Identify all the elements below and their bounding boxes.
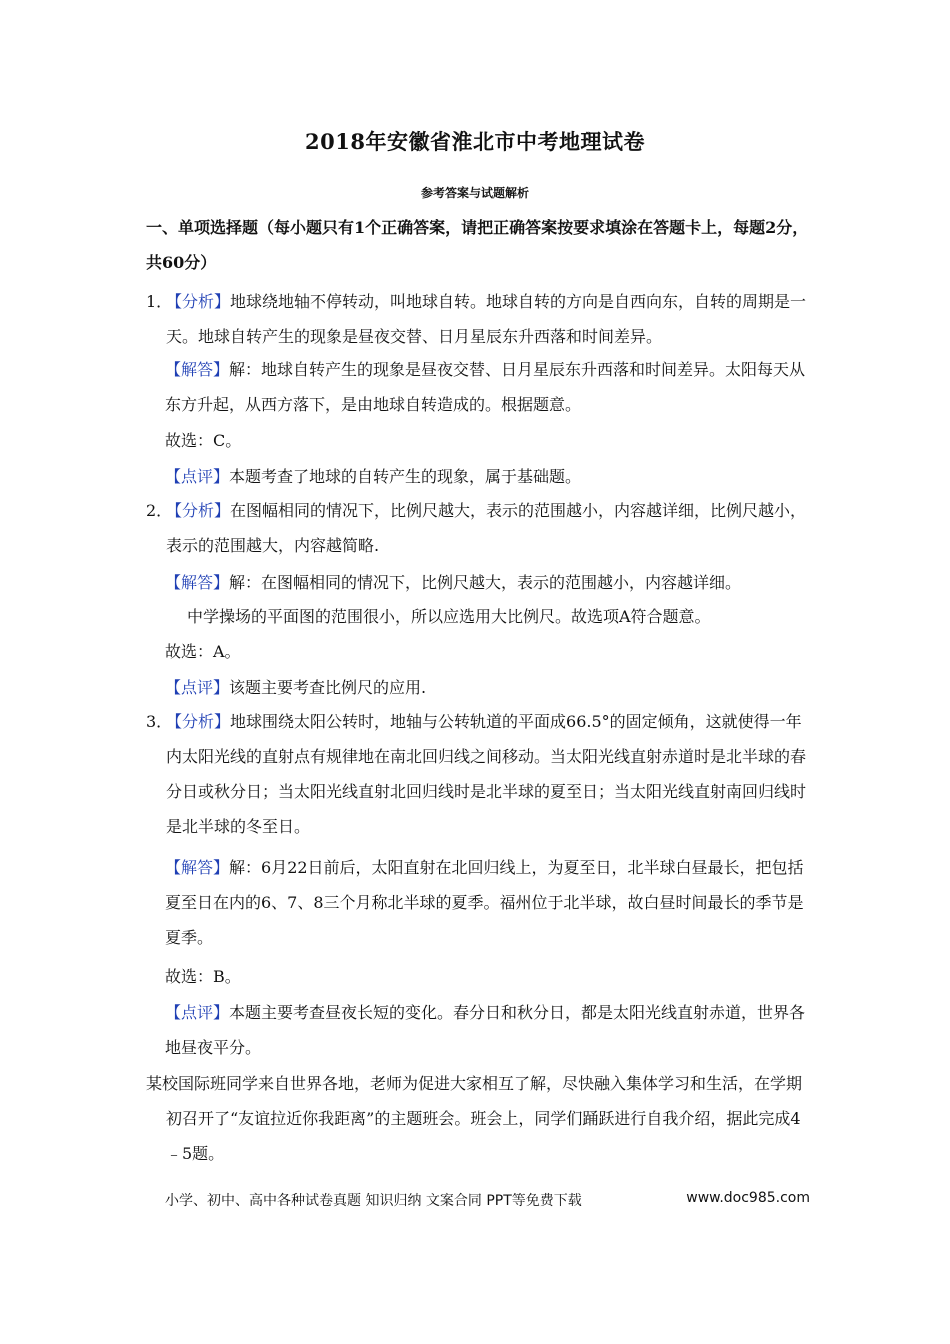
q3-answer bbox=[165, 850, 810, 955]
analysis-tag: 【分析】 bbox=[166, 292, 231, 311]
analysis-tag: 【分析】 bbox=[166, 501, 231, 520]
q2-answer bbox=[165, 565, 810, 600]
page-footer bbox=[165, 1190, 810, 1210]
q1-answer-text: 解：地球自转产生的现象是昼夜交替、日月星辰东升西落和时间差异。太阳每天从东方升起，从西方落下，是由地球自转造成的。根据题意。 bbox=[165, 360, 806, 414]
page-title: 2018年安徽省淮北市中考地理试卷 bbox=[305, 129, 645, 154]
q1-analysis bbox=[146, 284, 810, 354]
footer-website[interactable]: www.doc985.com bbox=[686, 1190, 810, 1206]
footer-left-text: 小学、初中、高中各种试卷真题 知识归纳 文案合同 PPT等免费下载 bbox=[165, 1193, 582, 1209]
q1-answer bbox=[165, 352, 810, 422]
q1-choice: 故选：C。 bbox=[165, 431, 242, 450]
comment-tag: 【点评】 bbox=[165, 467, 230, 486]
q2-answer-cont: 中学操场的平面图的范围很小，所以应选用大比例尺。故选项A符合题意。 bbox=[187, 607, 711, 626]
q2-number: 2． bbox=[146, 501, 173, 520]
q1-number: 1． bbox=[146, 292, 173, 311]
q3-number: 3． bbox=[146, 712, 173, 731]
comment-tag: 【点评】 bbox=[165, 678, 230, 697]
q2-comment bbox=[165, 670, 810, 705]
passage-text: 某校国际班同学来自世界各地，老师为促进大家相互了解，尽快融入集体学习和生活，在学期初召开了“友谊拉近你我距离”的主题班会。班会上，同学们踊跃进行自我介绍，据此完成4﹣5题。 bbox=[146, 1074, 803, 1163]
analysis-tag: 【分析】 bbox=[166, 712, 231, 731]
q2-analysis bbox=[146, 493, 810, 563]
page-subtitle: 参考答案与试题解析 bbox=[420, 186, 529, 200]
q3-answer-text: 解：6月22日前后，太阳直射在北回归线上，为夏至日，北半球白昼最长，把包括夏至日在内的6、7、8三个月称北半球的夏季。福州位于北半球，故白昼时间最长的季节是夏季。 bbox=[165, 858, 804, 947]
q3-analysis-text: 地球围绕太阳公转时，地轴与公转轨道的平面成66.5°的固定倾角，这就使得一年内太阳光线的直射点有规律地在南北回归线之间移动。当太阳光线直射赤道时是北半球的春分日或秋分日；当太阳光线直射北回归线时是北半球的夏至日；当太阳光线直射南回归线时是北半球的冬至日。 bbox=[166, 712, 807, 836]
q3-choice: 故选：B。 bbox=[165, 967, 241, 986]
q2-answer-text: 解：在图幅相同的情况下，比例尺越大，表示的范围越小，内容越详细。 bbox=[229, 573, 742, 592]
q1-comment-text: 本题考查了地球的自转产生的现象，属于基础题。 bbox=[229, 467, 582, 486]
answer-tag: 【解答】 bbox=[165, 360, 230, 379]
q1-comment bbox=[165, 459, 810, 494]
section-heading: 一、单项选择题（每小题只有1个正确答案，请把正确答案按要求填涂在答题卡上，每题2分，共60分） bbox=[146, 218, 809, 272]
q2-analysis-text: 在图幅相同的情况下，比例尺越大，表示的范围越小，内容越详细，比例尺越小，表示的范围越大，内容越简略. bbox=[166, 501, 807, 555]
q3-comment-text: 本题主要考查昼夜长短的变化。春分日和秋分日，都是太阳光线直射赤道，世界各地昼夜平分。 bbox=[165, 1003, 806, 1057]
q1-analysis-text: 地球绕地轴不停转动，叫地球自转。地球自转的方向是自西向东，自转的周期是一天。地球自转产生的现象是昼夜交替、日月星辰东升西落和时间差异。 bbox=[166, 292, 807, 346]
q2-choice: 故选：A。 bbox=[165, 642, 241, 661]
q3-analysis bbox=[146, 704, 810, 844]
comment-tag: 【点评】 bbox=[165, 1003, 230, 1022]
reading-passage bbox=[146, 1066, 810, 1171]
answer-tag: 【解答】 bbox=[165, 858, 230, 877]
q3-comment bbox=[165, 995, 810, 1065]
answer-tag: 【解答】 bbox=[165, 573, 230, 592]
q2-comment-text: 该题主要考查比例尺的应用. bbox=[229, 678, 427, 697]
